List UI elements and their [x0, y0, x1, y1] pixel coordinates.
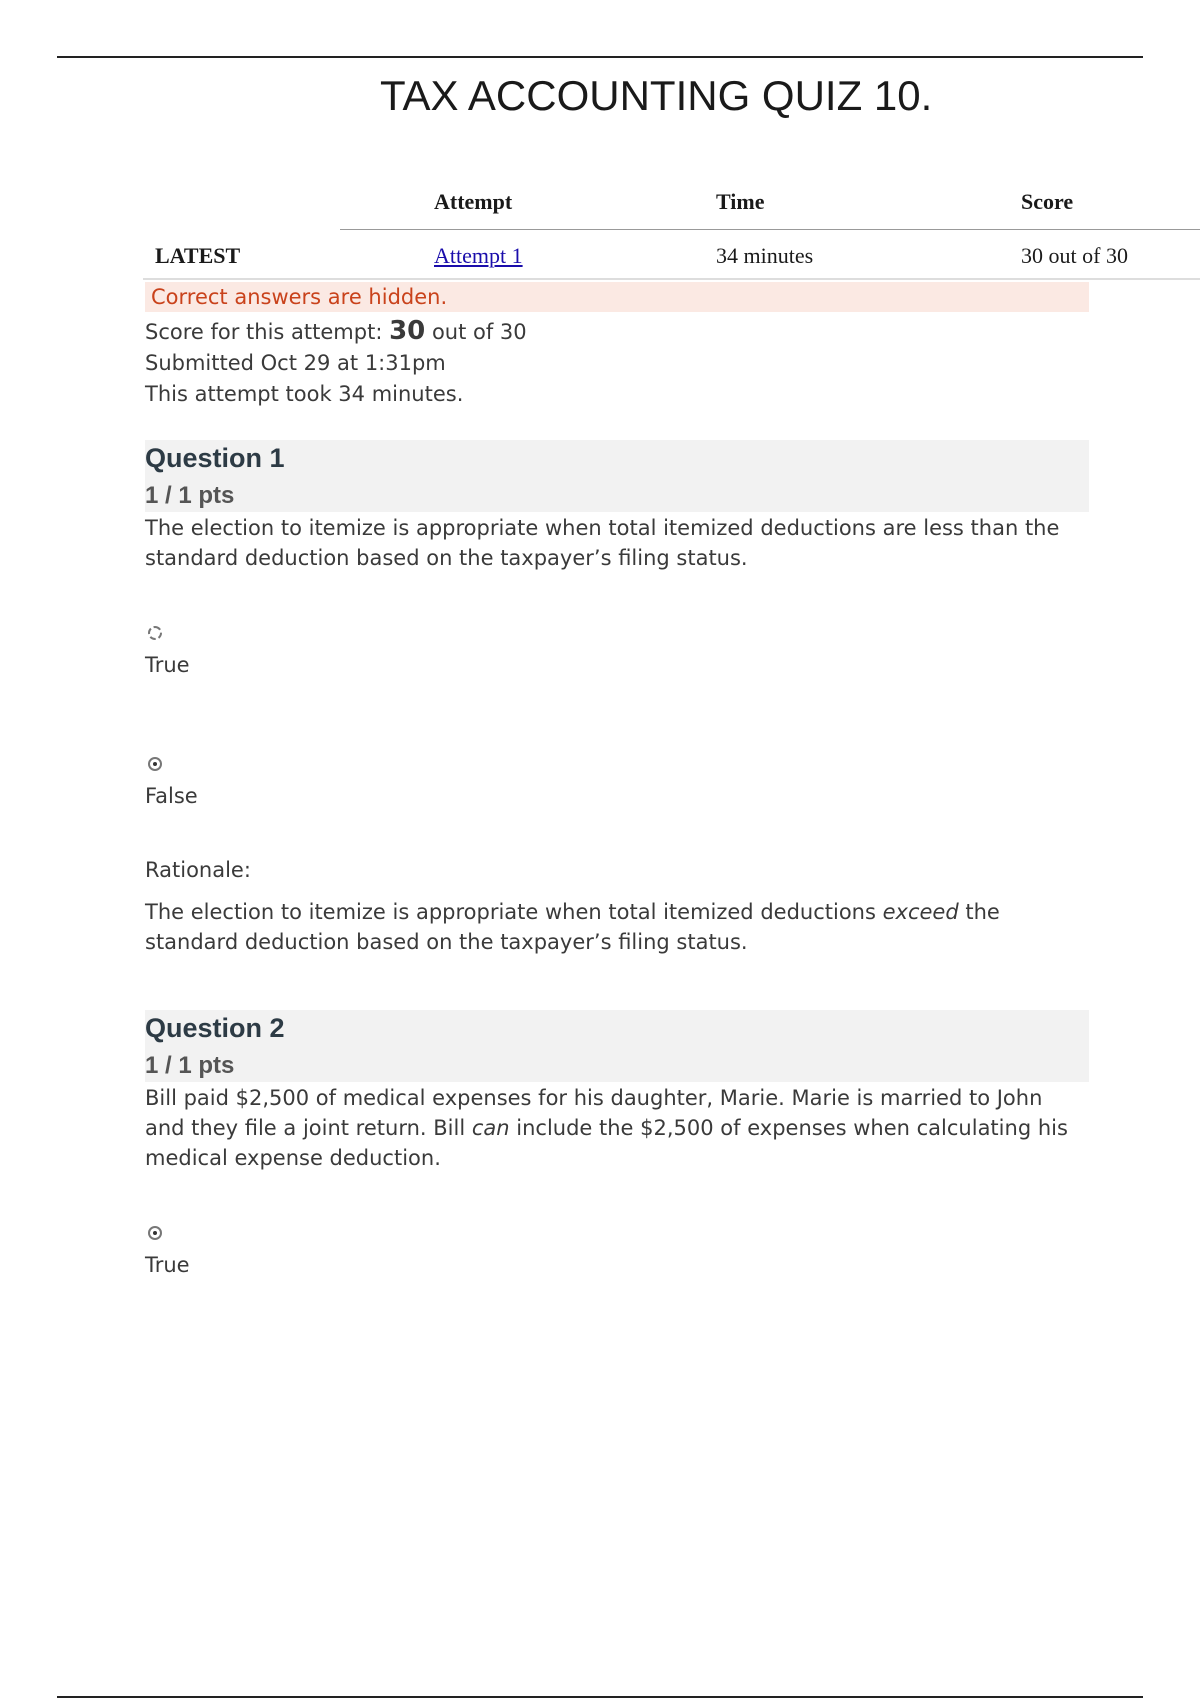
question-points: 1 / 1 pts [145, 482, 235, 509]
score-value: 30 [389, 316, 426, 346]
submitted-line: Submitted Oct 29 at 1:31pm [145, 351, 446, 375]
score-line: Score for this attempt: 30 out of 30 [145, 316, 527, 346]
option-true-radio[interactable] [148, 1226, 162, 1240]
document-title: TAX ACCOUNTING QUIZ 10. [380, 72, 933, 119]
header-score: Score [1021, 189, 1074, 214]
header-time: Time [716, 189, 765, 214]
latest-label: LATEST [155, 243, 241, 268]
question-title: Question 2 [145, 1013, 285, 1043]
attempt-summary [145, 316, 527, 410]
attempt-score: 30 out of 30 [1021, 243, 1128, 268]
bottom-rule [57, 1696, 1143, 1698]
question-points: 1 / 1 pts [145, 1052, 235, 1079]
option-false-label: False [145, 784, 198, 808]
attempts-table-header [143, 182, 1200, 230]
table-row [143, 230, 1200, 280]
question-text: The election to itemize is appropriate when total itemized deductions are less than the standard deduction based on the taxpayer’s filing status. [145, 516, 1060, 570]
attempts-table [143, 182, 1200, 280]
duration-line: This attempt took 34 minutes. [145, 382, 464, 406]
question-text: Bill paid $2,500 of medical expenses for his daughter, Marie. Marie is married to John and they file a joint return. Bill can include the $2,500 of expenses when calculating his medical expense deduction. [145, 1086, 1068, 1170]
hidden-answers-notice: Correct answers are hidden. [145, 282, 1089, 312]
header-attempt: Attempt [434, 189, 513, 214]
question-1-header [145, 440, 1089, 512]
attempt-time: 34 minutes [716, 243, 814, 268]
question-2-header [145, 1010, 1089, 1082]
rationale-label: Rationale: [145, 858, 251, 882]
option-true-label: True [145, 653, 190, 677]
rationale-text: The election to itemize is appropriate when total itemized deductions exceed the standard deduction based on the taxpayer’s filing status. [145, 900, 1000, 954]
top-rule [57, 56, 1143, 58]
attempt-link[interactable]: Attempt 1 [434, 243, 523, 268]
question-title: Question 1 [145, 443, 285, 473]
option-true-label: True [145, 1253, 190, 1277]
option-false-radio[interactable] [148, 757, 162, 771]
option-true-radio[interactable] [148, 626, 162, 640]
